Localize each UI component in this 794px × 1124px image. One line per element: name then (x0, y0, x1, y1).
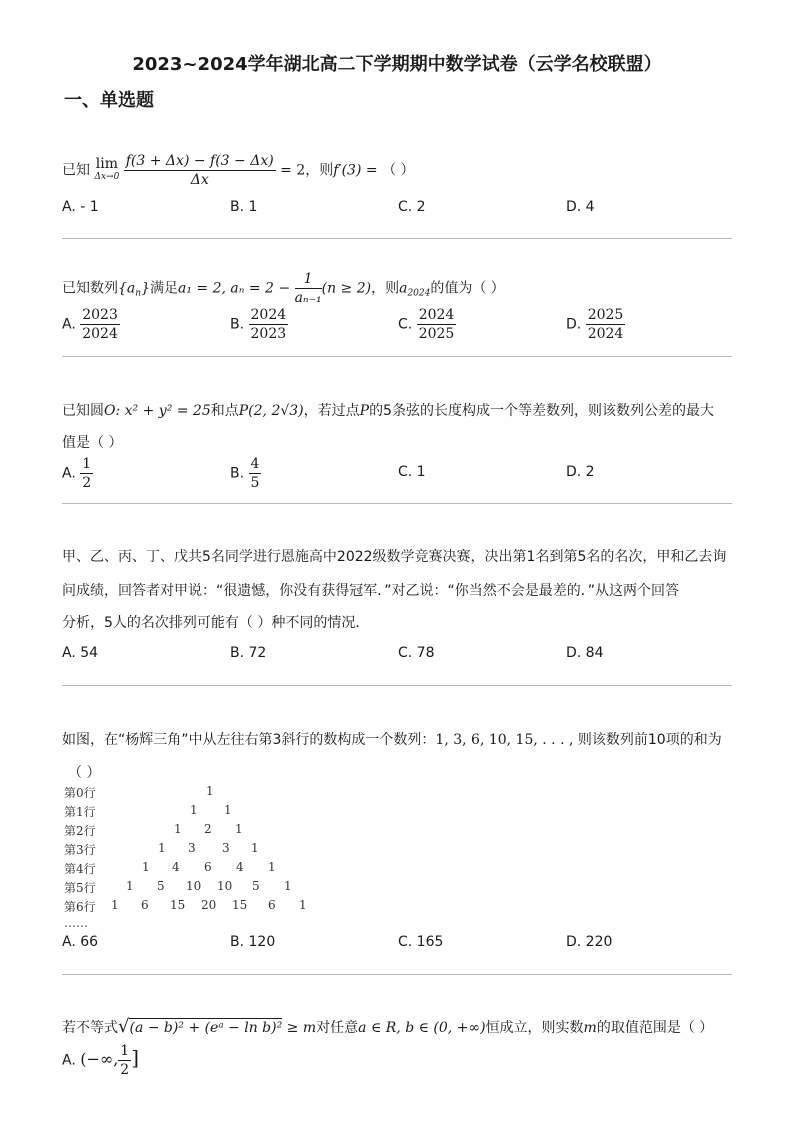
q4-option-c[interactable]: C. 78 (398, 645, 435, 661)
q5-option-b[interactable]: B. 120 (230, 934, 276, 950)
triangle-cell: 1 (268, 860, 276, 874)
divider (62, 685, 732, 686)
q4-option-d[interactable]: D. 84 (566, 645, 604, 661)
triangle-cell: 15 (170, 898, 186, 912)
q1-option-a[interactable]: A. - 1 (62, 199, 99, 215)
triangle-cell: 2 (204, 822, 212, 836)
q1-option-d[interactable]: D. 4 (566, 199, 595, 215)
q2-option-c[interactable]: C. $\frac{2024}{2025}$ (398, 307, 455, 342)
q5-option-d[interactable]: D. 220 (566, 934, 613, 950)
triangle-cell: 4 (172, 860, 180, 874)
triangle-cell: 1 (206, 784, 214, 798)
triangle-cell: 1 (142, 860, 150, 874)
question-4-line1: 甲、乙、丙、丁、戊共5名同学进行恩施高中2022级数学竞赛决赛，决出第1名到第5名的名次，甲和乙去询 (62, 549, 727, 565)
triangle-ellipsis: …… (64, 916, 88, 930)
triangle-cell: 1 (284, 879, 292, 893)
triangle-cell: 3 (222, 841, 230, 855)
triangle-row-label: 第3行 (64, 843, 96, 857)
page-title: 2023~2024学年湖北高二下学期期中数学试卷（云学名校联盟） (132, 54, 662, 75)
question-5: 如图，在“杨辉三角”中从左往右第3斜行的数构成一个数列：1, 3, 6, 10, 15, . . . , 则该数列前10项的和为 (62, 732, 722, 748)
triangle-row-label: 第5行 (64, 881, 96, 895)
question-3-line2: 值是（ ） (62, 435, 123, 451)
divider (62, 356, 732, 357)
divider (62, 974, 732, 975)
triangle-cell: 10 (186, 879, 202, 893)
q5-option-c[interactable]: C. 165 (398, 934, 444, 950)
triangle-cell: 1 (111, 898, 119, 912)
q1-fraction: $\frac{f(3 + \Delta x) - f(3 - \Delta x)}{\Delta x}$ (125, 153, 274, 188)
triangle-cell: 5 (252, 879, 260, 893)
triangle-cell: 3 (188, 841, 196, 855)
triangle-cell: 10 (217, 879, 233, 893)
triangle-cell: 1 (126, 879, 134, 893)
q6-option-a[interactable]: A. (−∞, $\frac{1}{2}$ ] (62, 1043, 140, 1078)
q2-option-d[interactable]: D. $\frac{2025}{2024}$ (566, 307, 624, 342)
triangle-cell: 1 (190, 803, 198, 817)
question-4-line2: 问成绩，回答者对甲说：“很遗憾，你没有获得冠军．”对乙说：“你当然不会是最差的．”从这两个回答 (62, 583, 680, 599)
triangle-cell: 1 (158, 841, 166, 855)
q5-option-a[interactable]: A. 66 (62, 934, 99, 950)
triangle-cell: 1 (224, 803, 232, 817)
q1-option-c[interactable]: C. 2 (398, 199, 426, 215)
divider (62, 503, 732, 504)
yang-hui-triangle (64, 784, 324, 934)
q1-limit: lim Δx→0 (94, 155, 120, 182)
triangle-cell: 4 (236, 860, 244, 874)
triangle-cell: 6 (268, 898, 276, 912)
question-3: 已知圆O: x² + y² = 25和点P(2, 2√3)，若过点P的5条弦的长度构成一个等差数列，则该数列公差的最大 (62, 403, 714, 419)
triangle-cell: 1 (251, 841, 259, 855)
triangle-cell: 6 (141, 898, 149, 912)
triangle-cell: 15 (232, 898, 248, 912)
q4-option-a[interactable]: A. 54 (62, 645, 99, 661)
question-2: 已知数列$\{a_n\}$满足a₁ = 2, aₙ = 2 − $\frac{1}{\text{aₙ₋₁}}$ (n ≥ 2)，则$a_{2024}$的值为（ ） (62, 271, 505, 306)
q2-fraction: $\frac{1}{\text{aₙ₋₁}}$ (294, 271, 322, 306)
section-heading: 一、单选题 (64, 90, 154, 111)
sqrt-sign: √ (118, 1016, 130, 1037)
triangle-cell: 1 (235, 822, 243, 836)
triangle-cell: 6 (204, 860, 212, 874)
question-5-line2: （ ） (68, 765, 101, 781)
triangle-cell: 5 (157, 879, 165, 893)
triangle-row-label: 第1行 (64, 805, 96, 819)
triangle-cell: 1 (174, 822, 182, 836)
triangle-row-label: 第6行 (64, 900, 96, 914)
q1-text-a: 已知 (62, 162, 90, 179)
q3-option-b[interactable]: B. $\frac{4}{5}$ (230, 456, 260, 491)
q2-option-b[interactable]: B. $\frac{2024}{2023}$ (230, 307, 287, 342)
q2-option-a[interactable]: A. $\frac{2023}{2024}$ (62, 307, 118, 342)
q1-option-b[interactable]: B. 1 (230, 199, 258, 215)
triangle-row-label: 第2行 (64, 824, 96, 838)
triangle-cell: 1 (299, 898, 307, 912)
q3-option-c[interactable]: C. 1 (398, 464, 426, 480)
question-1: 已知 lim Δx→0 $\frac{f(3 + \Delta x) - f(3 - \Delta x)}{\Delta x}$ = 2，则f′(3) = （ ） (62, 153, 415, 188)
q3-option-d[interactable]: D. 2 (566, 464, 595, 480)
divider (62, 238, 732, 239)
triangle-cell: 20 (201, 898, 217, 912)
question-6: 若不等式√(a − b)² + (eᵃ − ln b)² ≥ m对任意a ∈ R, b ∈ (0, +∞)恒成立，则实数m的取值范围是（ ） (62, 1016, 714, 1037)
q4-option-b[interactable]: B. 72 (230, 645, 267, 661)
triangle-row-label: 第0行 (64, 786, 96, 800)
question-4-line3: 分析，5人的名次排列可能有（ ）种不同的情况． (62, 615, 370, 631)
triangle-row-label: 第4行 (64, 862, 96, 876)
q3-option-a[interactable]: A. $\frac{1}{2}$ (62, 456, 92, 491)
